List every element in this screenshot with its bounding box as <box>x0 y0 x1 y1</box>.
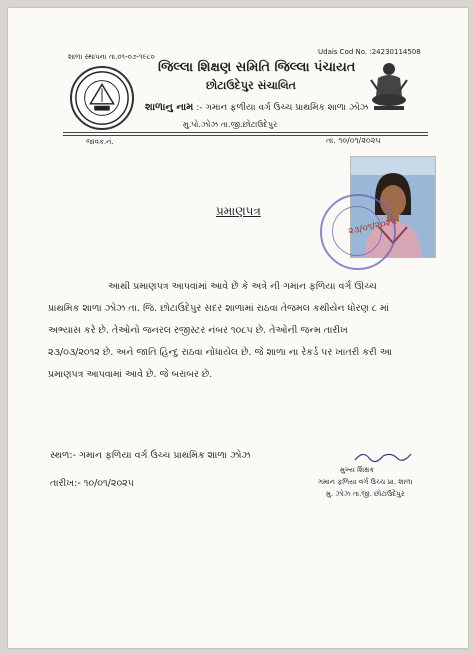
school-name: :- ગમાન ફળીયા વર્ગ ઉચ્ચ પ્રાથમિક શાળા ઝોઝ <box>196 103 369 113</box>
place-line: સ્થળ:- ગમાન ફળિયા વર્ગ ઉચ્ચ પ્રાથમિક શાળા ઝોઝ <box>50 450 251 461</box>
signature-block <box>318 448 443 518</box>
letterhead <box>8 8 468 146</box>
school-label: શાળાનુ નામ <box>145 102 194 113</box>
signature-line-3: મુ. ઝોઝ તા.જી. છોટાઉદેપુર <box>326 490 405 498</box>
udise-code: Udais Cod No. :24230114508 <box>318 48 421 56</box>
certificate-page <box>8 8 468 648</box>
outward-number: જાવક.નં. <box>86 138 114 146</box>
body-line-1: આથી પ્રમાણપત્ર આપવામાં આવે છે કે અત્રે ની ગમાન ફળિયા વર્ગ ઊચ્ચ <box>108 281 377 292</box>
signature-line-1: મુખ્ય શિક્ષક <box>340 466 375 474</box>
certificate-title: પ્રમાણપત્ર <box>216 204 261 218</box>
school-name-line <box>145 102 368 113</box>
header-divider <box>63 132 428 133</box>
stamp-date: ૨૩/૦૧/૨૦૨૫ <box>347 217 398 237</box>
date-line: તારીખ:- ૧૦/૦૧/૨૦૨૫ <box>50 478 134 489</box>
body-line-5: પ્રમાણપત્ર આપવામાં આવે છે. જે બરાબર છે. <box>48 369 213 380</box>
header-title-line1: જિલ્લા શિક્ષણ સમિતિ જિલ્લા પંચાયત <box>158 60 356 75</box>
signature-scribble <box>353 448 413 464</box>
body-line-3: અભ્યાસ કરે છે. તેઓનો જનરલ રજીસ્ટર નંબર ૧૦૮૫ છે. તેઓની જન્મ તારીખ <box>48 325 348 336</box>
body-line-4: ૨૩/૦૩/૨૦૧૨ છે. અને જાતિ હિન્દુ રાઠવા નોંધાયેલ છે. જે શાળા ના રેકર્ડ પર ખાતરી કરી આ <box>48 347 392 358</box>
letter-date: તા. ૧૦/૦૧/૨૦૨૫ <box>326 136 381 145</box>
school-address: મુ.પો.ઝોઝ તા.જી.છોટાઉદેપુર <box>183 120 278 129</box>
school-emblem-icon <box>70 66 134 130</box>
saraswati-emblem-icon <box>368 60 410 112</box>
certificate-body <box>48 276 448 386</box>
header-title-line2: છોટાઉદેપુર સંચાલિત <box>206 79 296 92</box>
signature-line-2: ગમાન ફળિયા વર્ગ ઉચ્ચ પ્રા. શાળા <box>318 478 413 486</box>
body-line-2: પ્રાથમિક શાળા ઝોઝ તા. જિ. છોટાઉદેપુર સદર શાળામાં રાઠવા તેજમલ કથીયેન ધોરણ ૮ માં <box>48 303 390 314</box>
established-date: શાળા સ્થાપના તા.૦૧-૦૭-૧૯૮૦ <box>68 53 155 61</box>
